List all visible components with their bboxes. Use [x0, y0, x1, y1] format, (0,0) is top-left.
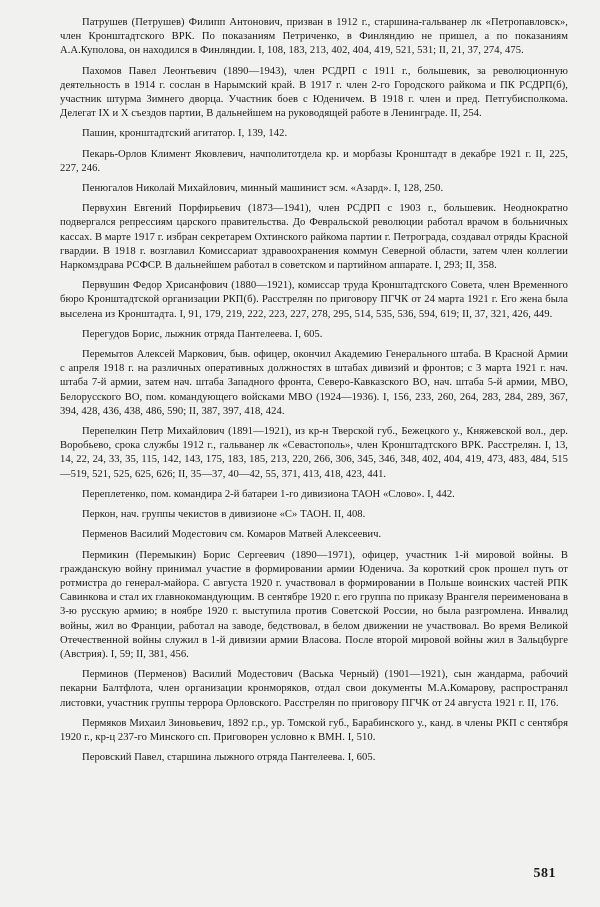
- index-entry: Первушин Федор Хрисанфович (1880—1921), комиссар труда Кронштадтского Совета, член Временного бюро Кронштадтской организации РКП(б). Расстрелян по приговору ПГЧК от 24 марта 1921 г. Его жена была выселена из Кронштадта. I, 91, 179, 219, 222, 223, 227, 278, 295, 514, 535, 536, 594, 619; II, 37, 321, 426, 449.: [60, 280, 568, 320]
- page-number: 581: [533, 866, 556, 881]
- index-entry: Пермикин (Перемыкин) Борис Сергеевич (1890—1971), офицер, участник 1-й мировой войны. В гражданскую войну принимал участие в формировании армии Юденича. За короткий срок прошел путь от ротмистра до генерал-майора. С августа 1920 г. участвовал в формировании в Польше воинских частей РПК Савинкова и стал их главнокомандующим. В сентябре 1920 г. его группа по приказу Врангеля переименована в 3-ю русскую армию; в ноябре 1920 г. выступила против Советской России, но была разгромлена. Инвалид войны, жил во Франции, работал на заводе, бедствовал, в белом движении не участвовал. Во время Великой Отечественной войны служил в 1-й дивизии армии Власова. После второй мировой войны жил в Зальцбурге (Австрия). I, 59; II, 381, 456.: [60, 549, 568, 660]
- index-entry: Перовский Павел, старшина лыжного отряда Пантелеева. I, 605.: [82, 752, 376, 764]
- index-entry: Пахомов Павел Леонтьевич (1890—1943), член РСДРП с 1911 г., большевик, за революционную деятельность в 1914 г. сослан в Нарымский край. В 1917 г. член 2-го Городского райкома и ПК РСДРП(б), участник штурма Зимнего дворца. Участник боев с Юденичем. В 1918 г. член и пред. Петгубисполкома. Делегат IX и X съездов партии, В дальнейшем на руководящей работе в Ленинграде. II, 254.: [60, 65, 568, 120]
- index-entry: Пекарь-Орлов Климент Яковлевич, начполитотдела кр. и морбазы Кронштадт в декабре 1921 г. II, 225, 227, 246.: [60, 148, 568, 174]
- index-entry: Патрушев (Петрушев) Филипп Антонович, призван в 1912 г., старшина-гальванер лк «Петропавловск», член Кронштадтского ВРК. По показаниям Петриченко, в Финляндию не пришел, а по показаниям А.А.Куполова, он находился в Финляндии. I, 108, 183, 213, 402, 404, 419, 521, 531; II, 21, 37, 274, 475.: [60, 17, 568, 57]
- index-entry: Перемытов Алексей Маркович, быв. офицер, окончил Академию Генерального штаба. В Красной Армии с апреля 1918 г. на различных оперативных должностях в штабах дивизий и фронтов; с 3 марта 1921 г. нач. штаба 7-й армии, затем нач. штаба Западного фронта, Северо-Кавказского ВО, нач. штаба 5-й армии, МВО, Белорусского ВО, пом. командующего войсками МВО (1924—1936). I, 156, 233, 260, 264, 283, 284, 289, 367, 394, 428, 436, 438, 486, 590; II, 387, 397, 418, 424.: [60, 349, 568, 417]
- index-entry: Пенюгалов Николай Михайлович, минный машинист эсм. «Азард». I, 128, 250.: [82, 183, 444, 195]
- index-entry: Переплетенко, пом. командира 2-й батареи 1-го дивизиона ТАОН «Слово». I, 442.: [82, 488, 455, 500]
- index-entry: Перепелкин Петр Михайлович (1891—1921), из кр-н Тверской губ., Бежецкого у., Княжевской вол., дер. Воробьево, срока службы 1912 г., гальванер лк «Севастополь», член Кронштадтского ВРК. Расстрелян. I, 13, 14, 22, 24, 33, 35, 115, 142, 143, 175, 183, 185, 213, 220, 266, 306, 345, 346, 348, 402, 404, 419, 473, 483, 484, 515—519, 521, 525, 625, 626; II, 35—37, 40—42, 55, 371, 413, 418, 423, 441.: [60, 426, 568, 480]
- index-entry: Перменов Василий Модестович см. Комаров Матвей Алексеевич.: [82, 529, 382, 541]
- index-entry: Перегудов Борис, лыжник отряда Пантелеева. I, 605.: [82, 328, 323, 340]
- index-entry: Пермяков Михаил Зиновьевич, 1892 г.р., ур. Томской губ., Барабинского у., канд. в члены РКП с сентября 1920 г., кр-ц 237-го Минского сп. Приговорен условно к ВМН. I, 510.: [60, 717, 568, 743]
- index-entry: Перкон, нач. группы чекистов в дивизионе «С» ТАОН. II, 408.: [82, 509, 366, 521]
- index-entry: Первухин Евгений Порфирьевич (1873—1941), член РСДРП с 1903 г., большевик. Неоднократно подвергался репрессиям царского правительства. До Февральской революции работал врачом в больничных кассах. В марте 1917 г. избран секретарем Охтинского райкома партии г. Петрограда, создавал отряды Красной гвардии. В 1918 г. возглавил Комиссариат здравоохранения коммун Северной области, затем член коллегии Наркомздрава РСФСР. В дальнейшем работал в советском и партийном аппарате. I, 293; II, 358.: [60, 203, 568, 272]
- index-entry: Пашин, кронштадтский агитатор. I, 139, 142.: [82, 128, 288, 140]
- index-entry: Перминов (Перменов) Василий Модестович (Васька Черный) (1901—1921), сын жандарма, рабочий пекарни Балтфлота, член организации кронморяков, отдал свои документы М.А.Комарову, распространял листовки, участник группы террора Орловского. Расстрелян по приговору ПГЧК от 24 августа 1921 г. II, 176.: [60, 669, 568, 709]
- index-entries: [60, 16, 568, 771]
